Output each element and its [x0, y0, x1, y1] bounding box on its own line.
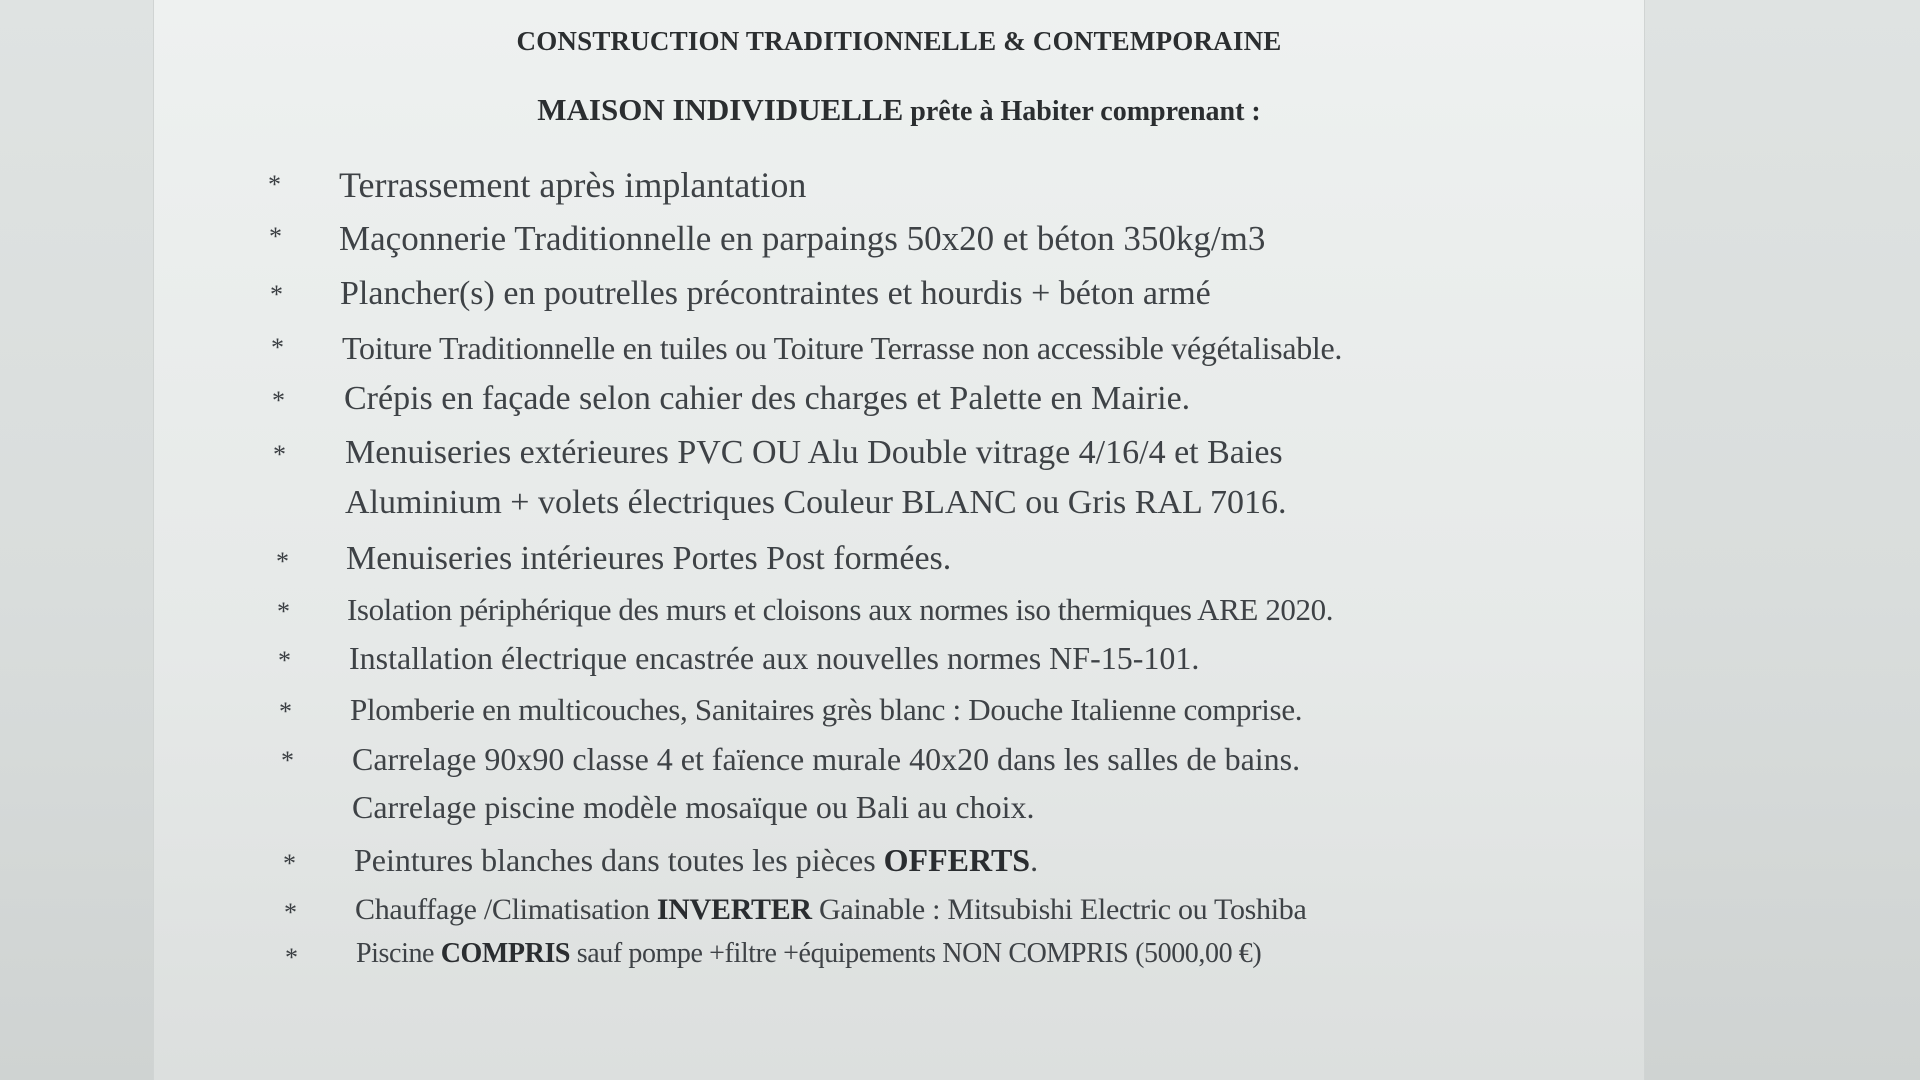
- text-part: Piscine: [356, 938, 441, 969]
- list-item-text: Maçonnerie Traditionnelle en parpaings 50x20 et béton 350kg/m3: [339, 219, 1266, 258]
- list-item-text: Carrelage 90x90 classe 4 et faïence murale 40x20 dans les salles de bains.: [352, 741, 1301, 777]
- list-item-text: [356, 938, 1261, 970]
- bullet-star: *: [283, 849, 296, 878]
- document-title: CONSTRUCTION TRADITIONNELLE & CONTEMPORAINE: [516, 26, 1282, 56]
- list-item-text: Isolation périphérique des murs et cloisons aux normes iso thermiques ARE 2020.: [347, 592, 1334, 627]
- list-item-text: Toiture Traditionnelle en tuiles ou Toiture Terrasse non accessible végétalisable.: [342, 330, 1343, 366]
- text-part: Chauffage /Climatisation: [355, 893, 657, 926]
- list-item-text: [355, 893, 1306, 927]
- features-list: [154, 0, 1644, 1080]
- subtitle-rest: prête à Habiter comprenant :: [903, 96, 1261, 127]
- list-item-text: Menuiseries intérieures Portes Post formées.: [346, 540, 952, 577]
- list-item-text: Plomberie en multicouches, Sanitaires grès blanc : Douche Italienne comprise.: [350, 692, 1303, 727]
- bullet-star: *: [285, 943, 298, 972]
- text-part: sauf pompe +filtre +équipements NON COMPRIS (5000,00 €): [570, 938, 1262, 969]
- bullet-star: *: [281, 746, 294, 775]
- list-item-text: [354, 842, 1038, 879]
- bullet-star: *: [268, 170, 281, 199]
- bullet-star: *: [276, 547, 289, 576]
- bullet-star: *: [270, 280, 283, 309]
- text-part: .: [1030, 842, 1039, 878]
- bullet-star: *: [269, 222, 282, 251]
- bullet-star: *: [278, 646, 291, 675]
- list-item-text-continued: Carrelage piscine modèle mosaïque ou Bali au choix.: [352, 789, 1035, 825]
- list-item-text-continued: Aluminium + volets électriques Couleur BLANC ou Gris RAL 7016.: [345, 484, 1287, 521]
- subtitle-caps: MAISON INDIVIDUELLE: [537, 92, 904, 127]
- emphasis-text: OFFERTS: [883, 842, 1031, 878]
- bullet-star: *: [279, 697, 292, 726]
- list-item-text: Menuiseries extérieures PVC OU Alu Double vitrage 4/16/4 et Baies: [345, 434, 1283, 471]
- bullet-star: *: [272, 386, 285, 415]
- bullet-star: *: [284, 898, 297, 927]
- document-page: [154, 0, 1644, 1080]
- text-part: Peintures blanches dans toutes les pièces: [354, 842, 884, 878]
- bullet-star: *: [277, 597, 290, 626]
- list-item-text: Terrassement après implantation: [339, 165, 807, 205]
- text-part: Gainable : Mitsubishi Electric ou Toshiba: [811, 893, 1307, 926]
- list-item-text: Crépis en façade selon cahier des charges et Palette en Mairie.: [344, 380, 1191, 417]
- bullet-star: *: [271, 333, 284, 362]
- list-item-text: Plancher(s) en poutrelles précontraintes et hourdis + béton armé: [340, 275, 1211, 312]
- bullet-star: *: [273, 440, 286, 469]
- emphasis-text: INVERTER: [656, 893, 812, 926]
- list-item-text: Installation électrique encastrée aux nouvelles normes NF-15-101.: [349, 640, 1200, 676]
- emphasis-text: COMPRIS: [440, 938, 571, 969]
